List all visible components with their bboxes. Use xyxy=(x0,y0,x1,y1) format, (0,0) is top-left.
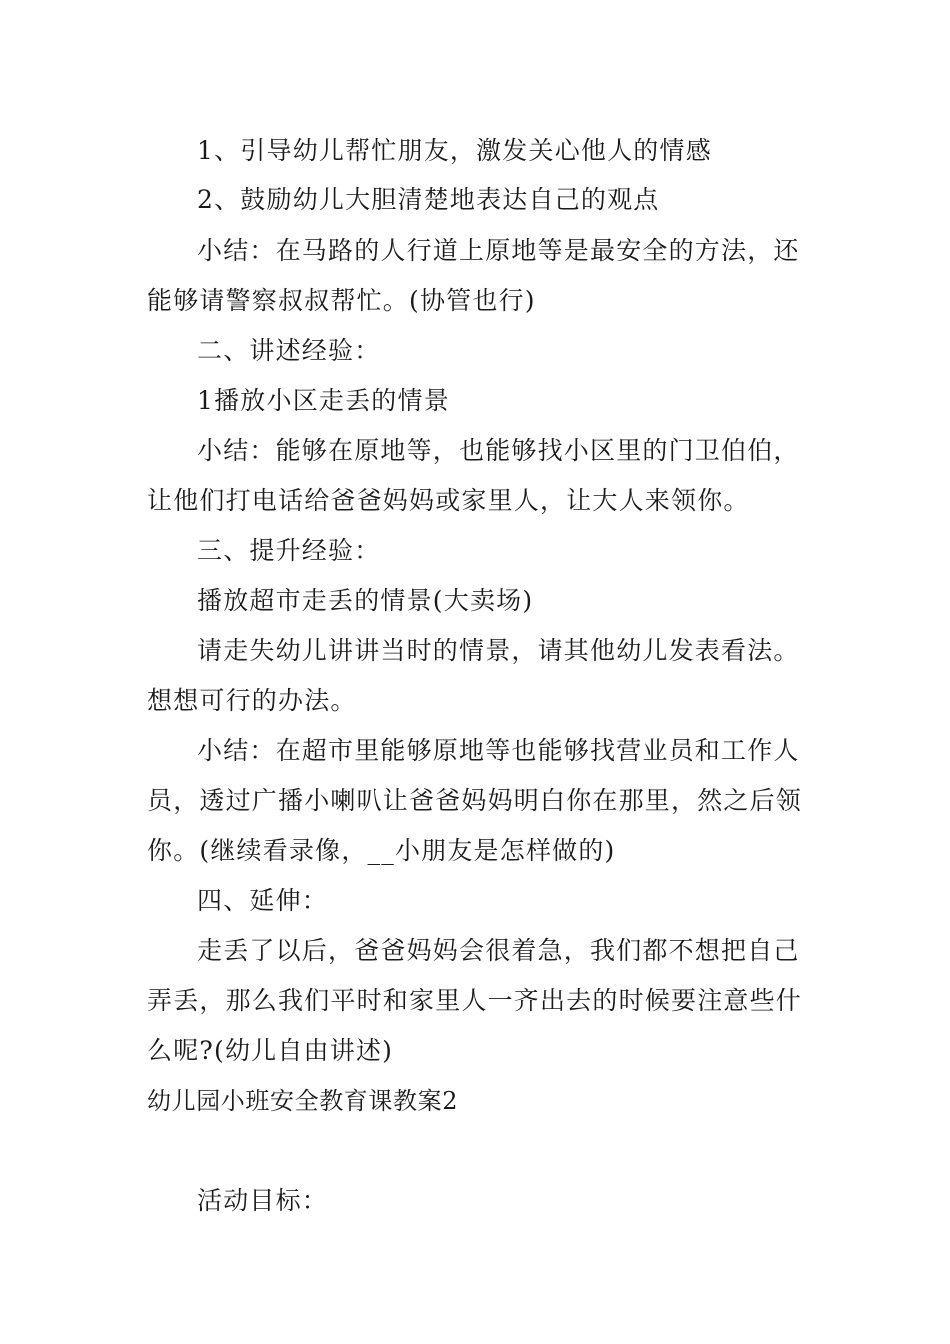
subheading-goals: 活动目标： xyxy=(197,1186,329,1215)
extension-line-1: 走丢了以后，爸爸妈妈会很着急，我们都不想把自己 xyxy=(197,936,800,965)
goal-line-2: 2、鼓励幼儿大胆清楚地表达自己的观点 xyxy=(197,185,660,214)
step-play-community: 1播放小区走丢的情景 xyxy=(197,386,450,415)
goal-line-1: 1、引导幼儿帮忙朋友，激发关心他人的情感 xyxy=(197,136,712,165)
summary-3-line-2: 员，透过广播小喇叭让爸爸妈妈明白你在那里，然之后领 xyxy=(147,786,803,815)
summary-1-line-2: 能够请警察叔叔帮忙。(协管也行) xyxy=(147,286,536,315)
summary-2-line-2: 让他们打电话给爸爸妈妈或家里人，让大人来领你。 xyxy=(147,486,750,515)
section-heading-2: 二、讲述经验： xyxy=(197,336,381,365)
section-heading-4: 四、延伸： xyxy=(197,886,329,915)
section-heading-3: 三、提升经验： xyxy=(197,536,381,565)
discussion-line-2: 想想可行的办法。 xyxy=(147,686,357,715)
summary-2-line-1: 小结：能够在原地等，也能够找小区里的门卫伯伯， xyxy=(197,436,800,465)
step-play-supermarket: 播放超市走丢的情景(大卖场) xyxy=(197,586,534,615)
extension-line-3: 么呢?(幼儿自由讲述) xyxy=(147,1036,394,1065)
summary-3-line-3: 你。(继续看录像，__小朋友是怎样做的) xyxy=(147,836,616,865)
summary-3-line-1: 小结：在超市里能够原地等也能够找营业员和工作人 xyxy=(197,736,800,765)
summary-1-line-1: 小结：在马路的人行道上原地等是最安全的方法，还 xyxy=(197,236,800,265)
extension-line-2: 弄丢，那么我们平时和家里人一齐出去的时候要注意些什 xyxy=(147,986,803,1015)
discussion-line-1: 请走失幼儿讲讲当时的情景，请其他幼儿发表看法。 xyxy=(197,636,800,665)
section-title: 幼儿园小班安全教育课教案2 xyxy=(147,1087,459,1115)
